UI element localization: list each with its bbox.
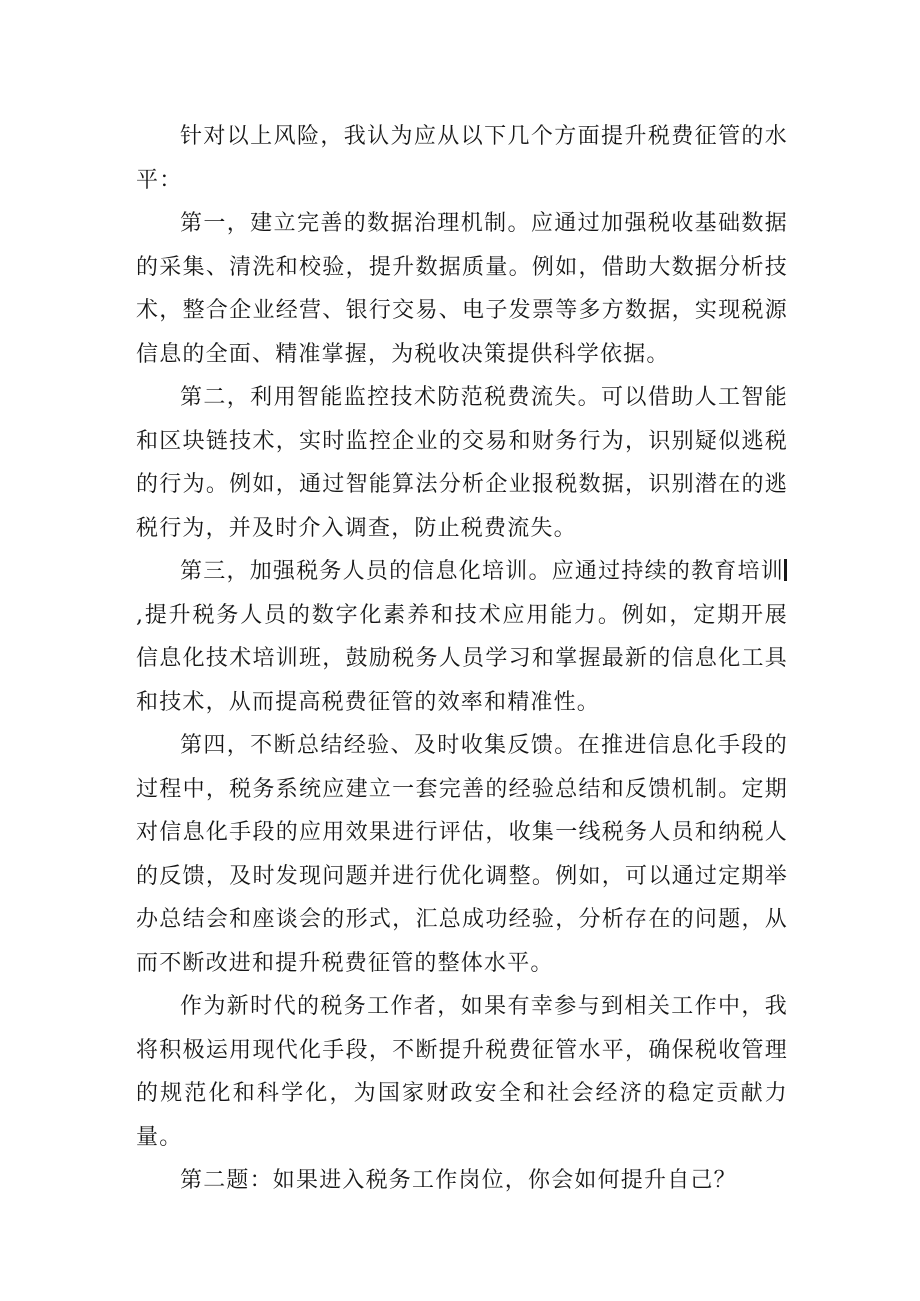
question-two-heading: 第二题：如果进入税务工作岗位，你会如何提升自己？ bbox=[180, 1168, 737, 1193]
paragraph-first-point: 第一，建立完善的数据治理机制。应通过加强税收基础数据的采集、清洗和校验，提升数据质量。例如，借助大数据分析技术，整合企业经营、银行交易、电子发票等多方数据，实现税源信息的全面、精准掌握，为税收决策提供科学依据。 bbox=[136, 211, 788, 367]
paragraph-third-point bbox=[136, 550, 788, 724]
paragraph-intro: 针对以上风险，我认为应从以下几个方面提升税费征管的水平： bbox=[136, 124, 788, 193]
document-body bbox=[136, 115, 788, 1203]
paragraph-second-point: 第二，利用智能监控技术防范税费流失。可以借助人工智能和区块链技术，实时监控企业的交易和财务行为，识别疑似逃税的行为。例如，通过智能算法分析企业报税数据，识别潜在的逃税行为，并及时介入调查，防止税费流失。 bbox=[136, 385, 788, 541]
text-cursor-mark bbox=[784, 559, 787, 581]
paragraph-third-point-tail: ,提升税务人员的数字化素养和技术应用能力。例如，定期开展信息化技术培训班，鼓励税务人员学习和掌握最新的信息化工具和技术，从而提高税费征管的效率和精准性。 bbox=[136, 602, 788, 715]
paragraph-conclusion: 作为新时代的税务工作者，如果有幸参与到相关工作中，我将积极运用现代化手段，不断提升税费征管水平，确保税收管理的规范化和科学化，为国家财政安全和社会经济的稳定贡献力量。 bbox=[136, 994, 788, 1150]
paragraph-third-point-head: 第三，加强税务人员的信息化培训。应通过持续的教育培训 bbox=[180, 559, 784, 584]
paragraph-fourth-point: 第四，不断总结经验、及时收集反馈。在推进信息化手段的过程中，税务系统应建立一套完善的经验总结和反馈机制。定期对信息化手段的应用效果进行评估，收集一线税务人员和纳税人的反馈，及时发现问题并进行优化调整。例如，可以通过定期举办总结会和座谈会的形式，汇总成功经验，分析存在的问题，从而不断改进和提升税费征管的整体水平。 bbox=[136, 733, 788, 976]
